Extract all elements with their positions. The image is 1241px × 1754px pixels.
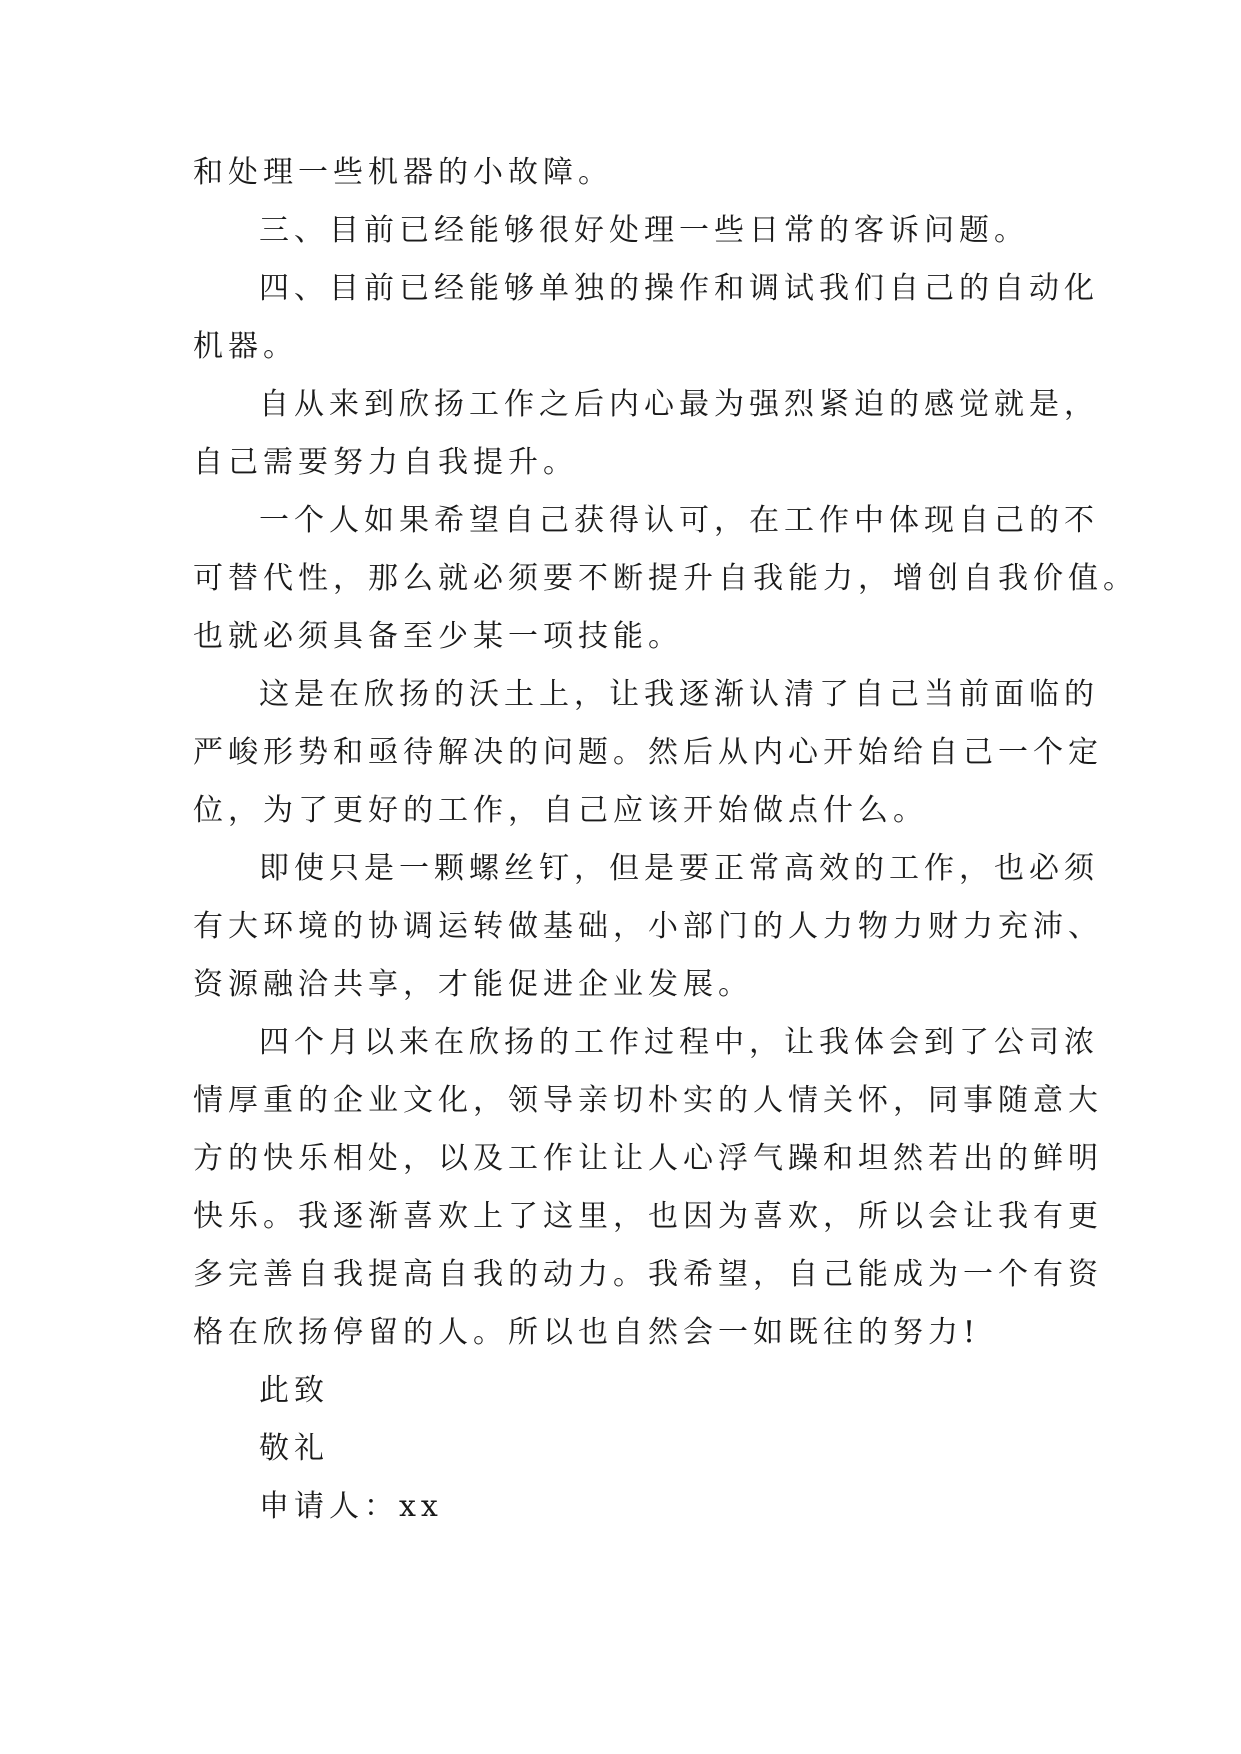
body-line: 四个月以来在欣扬的工作过程中，让我体会到了公司浓 (259, 1025, 1099, 1060)
body-line: 位，为了更好的工作，自己应该开始做点什么。 (193, 793, 928, 828)
body-line: 一个人如果希望自己获得认可，在工作中体现自己的不 (259, 503, 1099, 538)
body-line: 四、目前已经能够单独的操作和调试我们自己的自动化 (259, 271, 1099, 306)
body-line: 这是在欣扬的沃土上，让我逐渐认清了自己当前面临的 (259, 677, 1099, 712)
body-line: 严峻形势和亟待解决的问题。然后从内心开始给自己一个定 (193, 735, 1103, 770)
closing-regards: 敬礼 (259, 1431, 329, 1466)
body-line: 和处理一些机器的小故障。 (193, 155, 613, 190)
body-line: 快乐。我逐渐喜欢上了这里，也因为喜欢，所以会让我有更 (193, 1199, 1103, 1234)
body-line: 情厚重的企业文化，领导亲切朴实的人情关怀，同事随意大 (193, 1083, 1103, 1118)
body-line: 即使只是一颗螺丝钉，但是要正常高效的工作，也必须 (259, 851, 1099, 886)
body-line: 也就必须具备至少某一项技能。 (193, 619, 683, 654)
body-line: 自己需要努力自我提升。 (193, 445, 578, 480)
body-line: 格在欣扬停留的人。所以也自然会一如既往的努力! (193, 1315, 981, 1350)
body-line: 资源融洽共享，才能促进企业发展。 (193, 967, 753, 1002)
body-line: 可替代性，那么就必须要不断提升自我能力，增创自我价值。 (193, 561, 1138, 596)
body-line: 多完善自我提高自我的动力。我希望，自己能成为一个有资 (193, 1257, 1103, 1292)
body-line: 自从来到欣扬工作之后内心最为强烈紧迫的感觉就是， (259, 387, 1099, 422)
closing-salutation: 此致 (259, 1373, 329, 1408)
body-line: 三、目前已经能够很好处理一些日常的客诉问题。 (259, 213, 1029, 248)
body-line: 有大环境的协调运转做基础，小部门的人力物力财力充沛、 (193, 909, 1103, 944)
applicant-signature: 申请人：xx (259, 1489, 443, 1524)
body-line: 机器。 (193, 329, 298, 364)
body-line: 方的快乐相处，以及工作让让人心浮气躁和坦然若出的鲜明 (193, 1141, 1103, 1176)
